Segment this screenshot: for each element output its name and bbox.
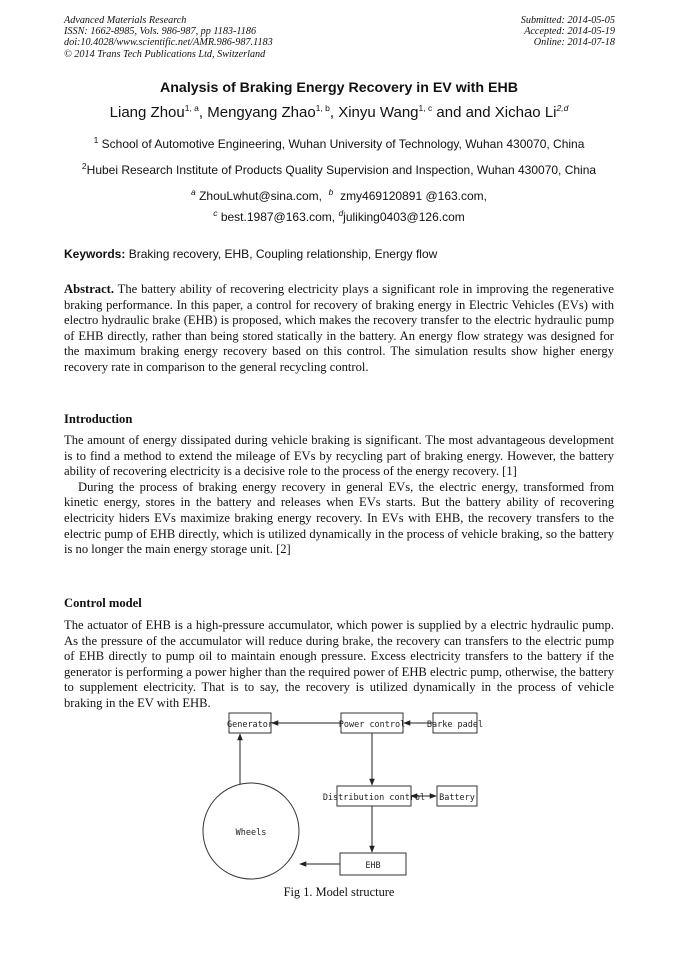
author-sup: 2,d xyxy=(556,103,569,113)
abstract-label: Abstract. xyxy=(64,282,115,296)
author-sup: 1, a xyxy=(184,103,199,113)
battery-label: Battery xyxy=(439,793,475,803)
author-sup: 1, c xyxy=(418,103,433,113)
author-name: Mengyang Zhao xyxy=(207,104,316,121)
author-name: Liang Zhou xyxy=(109,104,185,121)
keywords-text: Braking recovery, EHB, Coupling relationship, Energy flow xyxy=(128,247,438,261)
affiliation: $^2$Hubei Research Institute of Products Quality Supervision and Inspection, Wuhan 430070, China xyxy=(81,161,597,177)
author-name: and Xichao Li xyxy=(465,104,557,121)
journal-copyright: © 2014 Trans Tech Publications Ltd, Switzerland xyxy=(64,48,266,60)
author-name: Xinyu Wang xyxy=(338,104,419,121)
brake-pedal-label: Barke padel xyxy=(426,720,484,730)
figure-caption: Fig 1. Model structure xyxy=(283,885,395,899)
abstract-text: The battery ability of recovering electricity plays a significant role in improving the regenerative braking performance. In this paper, a control for recovery of braking energy in Electric Vehicles (EVs) with electro hydraulic brake (EHB) is proposed, which makes the recovery transfer to the electric hydraulic pump of EHB directly, rather than being stored statically in the battery. An energy flow strategy was designed for the maximum braking energy recovery based on this control. The simulation results show higher energy recovery rate in comparison to the general recycling control. xyxy=(64,282,615,374)
power-control-label: Power control xyxy=(338,720,406,730)
paragraph: During the process of braking energy recovery in general EVs, the electric energy, transformed from kinetic energy, stores in the battery and releases when EVs starts. But the battery ability of recovering electricity hiders EVs maximize braking energy recovery. In EVs with EHB, the recovery transfers to the electric pump of EHB directly, which is utilized dynamically in the process of vehicle braking, so the battery is no longer the main energy storage unit. [2] xyxy=(64,479,614,557)
author-sup: 1, b xyxy=(315,103,330,113)
paragraph: The amount of energy dissipated during vehicle braking is significant. The most advantageous development is to find a method to extend the mileage of EVs by recycling part of braking energy. However, the battery ability of recovering electricity is a decisive role to the process of the energy recovery. [1] xyxy=(64,433,614,479)
online-date: Online: 2014-07-18 xyxy=(533,37,615,49)
email-link[interactable]: juliking0403@126.com xyxy=(343,210,465,224)
journal-issn: ISSN: 1662-8985, Vols. 986-987, pp 1183-1186 xyxy=(64,26,257,38)
journal-doi: doi:10.4028/www.scientific.net/AMR.986-987.1183 xyxy=(64,37,273,49)
email-line: $^c$ best.1987@163.com, $^d$juliking0403@126.com xyxy=(213,208,465,224)
submitted-date: Submitted: 2014-05-05 xyxy=(520,15,615,26)
section-heading: Control model xyxy=(64,596,142,610)
email-link[interactable]: best.1987@163.com, xyxy=(220,210,336,224)
distribution-control-label: Distribution control xyxy=(322,793,426,803)
email-line: $^a$ ZhouLwhut@sina.com, $^b$ zmy469120891 @163.com, xyxy=(191,187,487,203)
generator-label: Generator xyxy=(226,720,274,730)
section-heading: Introduction xyxy=(64,412,133,426)
paper-title: Analysis of Braking Energy Recovery in EV with EHB xyxy=(160,80,518,96)
accepted-date: Accepted: 2014-05-19 xyxy=(524,26,615,38)
email-link[interactable]: ZhouLwhut@sina.com, xyxy=(199,189,322,203)
email-link[interactable]: zmy469120891 @163.com, xyxy=(340,189,487,203)
journal-name: Advanced Materials Research xyxy=(64,15,187,26)
keywords-label: Keywords: xyxy=(64,247,126,261)
author-list: Liang Zhou$^{1, a}$, Mengyang Zhao$^{1, b}$, Xinyu Wang$^{1, c}$ and and Xichao Li$^{2,d}$ xyxy=(109,103,569,121)
ehb-label: EHB xyxy=(365,861,381,871)
paragraph: The actuator of EHB is a high-pressure accumulator, which power is supplied by a electric hydraulic pump. As the pressure of the accumulator will reduce during brake, the recovery can transfers to the electric pump of EHB directly to pump oil to maintain enough pressure. Excess electricity transfers to the battery if the generator is performing a power higher than the required power of EHB electric pump, otherwise, the battery to supplement electricity. That is to say, the recovery is utilized dynamically in the process of vehicle braking in the EV with EHB. xyxy=(64,618,614,710)
wheels-label: Wheels xyxy=(235,828,267,838)
affiliation: $^1$ School of Automotive Engineering, Wuhan University of Technology, Wuhan 430070, China xyxy=(93,135,585,151)
